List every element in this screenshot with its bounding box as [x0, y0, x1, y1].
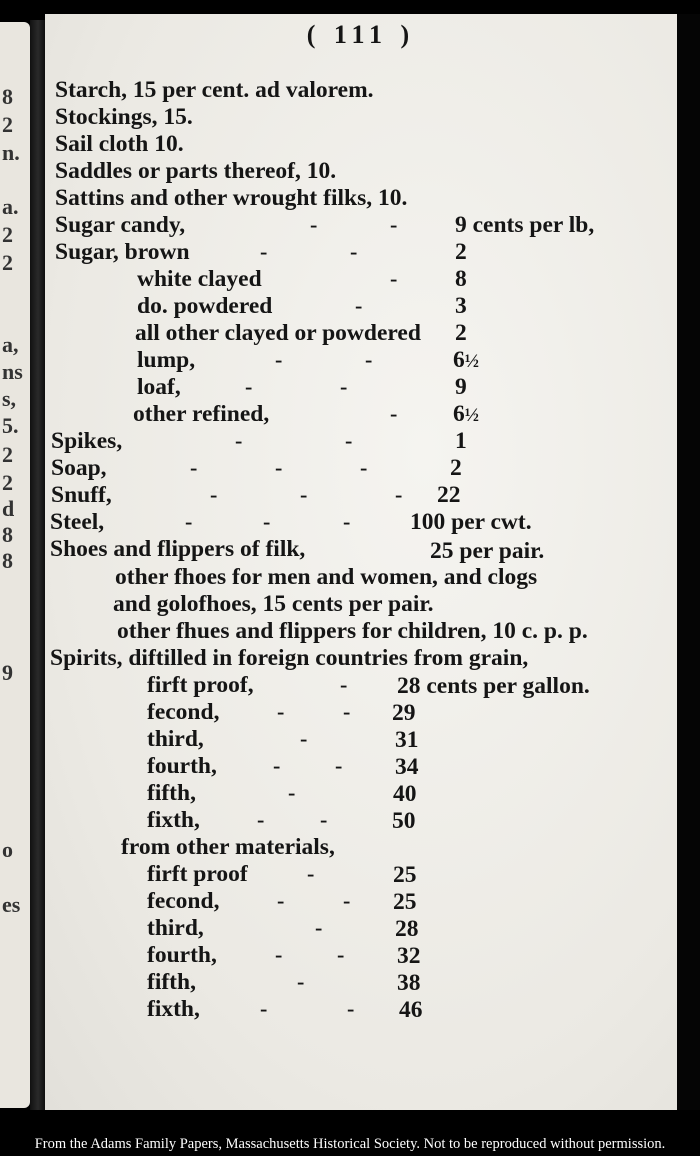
- entry-spirits-first-proof: firft proof,: [147, 672, 254, 698]
- rate-lump: [453, 349, 479, 373]
- rate-om-third: 28: [395, 916, 419, 942]
- entry-spirits-second: fecond,: [147, 699, 220, 725]
- entry-om-first-proof: firft proof: [147, 861, 248, 887]
- prev-page-fragment: s,: [2, 386, 17, 411]
- dash: -: [340, 672, 348, 697]
- dash: -: [275, 347, 283, 372]
- dash: -: [260, 996, 268, 1021]
- entry-spirits-third: third,: [147, 726, 204, 752]
- entry-all-other-sugar: all other clayed or powdered: [135, 320, 421, 346]
- dash: -: [185, 509, 193, 534]
- dash: -: [320, 807, 328, 832]
- rate-spirits-third: 31: [395, 727, 419, 753]
- dash: -: [235, 428, 243, 453]
- dash: -: [345, 428, 353, 453]
- rate-other-refined: [453, 403, 479, 427]
- rate-spirits-fourth: 34: [395, 754, 419, 780]
- dash: -: [355, 293, 363, 318]
- dash: -: [343, 699, 351, 724]
- entry-om-second: fecond,: [147, 888, 220, 914]
- book-gutter: [30, 20, 46, 1110]
- entry-spikes: Spikes,: [51, 428, 123, 454]
- prev-page-fragment: es: [2, 892, 21, 917]
- prev-page-fragment: n.: [2, 140, 20, 165]
- entry-sugar-brown: Sugar, brown: [55, 239, 190, 265]
- rate-spirits-fifth: 40: [393, 781, 417, 807]
- dash: -: [260, 239, 268, 264]
- prev-page-fragment: 2: [2, 442, 13, 467]
- dash: -: [343, 888, 351, 913]
- prev-page-fragment: a.: [2, 194, 19, 219]
- rate-om-fifth: 38: [397, 970, 421, 996]
- prev-page-fragment: 9: [2, 660, 13, 685]
- rate-steel: 100 per cwt.: [410, 509, 532, 535]
- dash: -: [335, 753, 343, 778]
- prev-page-fragment: 2: [2, 470, 13, 495]
- entry-other-shoes-line1: other fhoes for men and women, and clogs: [115, 564, 538, 590]
- entry-stockings: Stockings, 15.: [55, 104, 193, 130]
- dash: -: [390, 212, 398, 237]
- rate-om-first-proof: 25: [393, 862, 417, 888]
- entry-lump: lump,: [137, 347, 196, 373]
- entry-om-fourth: fourth,: [147, 942, 217, 968]
- dash: -: [190, 455, 198, 480]
- entry-soap: Soap,: [51, 455, 107, 481]
- dash: -: [245, 374, 253, 399]
- dash: -: [395, 482, 403, 507]
- previous-page-edge: [0, 22, 30, 1108]
- dash: -: [307, 861, 315, 886]
- copyright-footer: From the Adams Family Papers, Massachusetts Historical Society. Not to be reproduced without permission.: [34, 1136, 666, 1152]
- dash: -: [273, 753, 281, 778]
- prev-page-fragment: 8: [2, 84, 13, 109]
- rate-spikes: 1: [455, 428, 467, 454]
- dash: -: [275, 455, 283, 480]
- rate-spirits-sixth: 50: [392, 808, 416, 834]
- entry-starch: Starch, 15 per cent. ad valorem.: [55, 77, 374, 103]
- rate-all-other-sugar: 2: [455, 320, 467, 346]
- dash: -: [300, 726, 308, 751]
- entry-do-powdered: do. powdered: [137, 293, 273, 319]
- entry-other-refined: other refined,: [133, 401, 270, 427]
- entry-om-third: third,: [147, 915, 204, 941]
- right-page-edge: [677, 14, 700, 1110]
- dash: -: [210, 482, 218, 507]
- prev-page-fragment: 2: [2, 250, 13, 275]
- dash: -: [257, 807, 265, 832]
- page-number: ( 111 ): [306, 20, 416, 49]
- dash: -: [297, 969, 305, 994]
- dash: -: [365, 347, 373, 372]
- prev-page-fragment: o: [2, 837, 13, 862]
- entry-om-sixth: fixth,: [147, 996, 200, 1022]
- dash: -: [340, 374, 348, 399]
- half-fraction: ½: [464, 351, 479, 372]
- dash: -: [390, 401, 398, 426]
- prev-page-fragment: a,: [2, 332, 19, 357]
- rate-om-fourth: 32: [397, 943, 421, 969]
- entry-white-clayed: white clayed: [137, 266, 262, 292]
- rate-soap: 2: [450, 455, 462, 481]
- entry-sugar-candy: Sugar candy,: [55, 212, 186, 238]
- rate-do-powdered: 3: [455, 293, 467, 319]
- dash: -: [275, 942, 283, 967]
- dash: -: [350, 239, 358, 264]
- prev-page-fragment: 2: [2, 112, 13, 137]
- prev-page-fragment: 8: [2, 548, 13, 573]
- dash: -: [277, 699, 285, 724]
- prev-page-fragment: 5.: [2, 413, 19, 438]
- prev-page-fragment: ns: [2, 359, 23, 384]
- rate-loaf: 9: [455, 374, 467, 400]
- entry-steel: Steel,: [50, 509, 105, 535]
- rate-snuff: 22: [437, 482, 461, 508]
- prev-page-fragment: 2: [2, 222, 13, 247]
- half-fraction: ½: [464, 405, 479, 426]
- entry-other-shoes-line2: and golofhoes, 15 cents per pair.: [113, 591, 434, 617]
- dash: -: [277, 888, 285, 913]
- rate-shoes-silk: 25 per pair.: [430, 538, 545, 564]
- entry-other-materials: from other materials,: [121, 834, 335, 860]
- rate-sugar-candy: 9 cents per lb,: [455, 212, 595, 238]
- rate-om-sixth: 46: [399, 997, 423, 1023]
- rate-white-clayed: 8: [455, 266, 467, 292]
- entry-spirits-sixth: fixth,: [147, 807, 200, 833]
- rate-spirits-first-proof: 28 cents per gallon.: [397, 673, 590, 699]
- dash: -: [360, 455, 368, 480]
- entry-sail-cloth: Sail cloth 10.: [55, 131, 184, 157]
- dash: -: [263, 509, 271, 534]
- rate-sugar-brown: 2: [455, 239, 467, 265]
- rate-spirits-second: 29: [392, 700, 416, 726]
- rate-om-second: 25: [393, 889, 417, 915]
- dash: -: [310, 212, 318, 237]
- prev-page-fragment: 8: [2, 522, 13, 547]
- rate-lump-whole: 6: [453, 347, 465, 373]
- dash: -: [343, 509, 351, 534]
- entry-sattins: Sattins and other wrought filks, 10.: [55, 185, 408, 211]
- entry-shoes-silk: Shoes and flippers of filk,: [50, 536, 306, 562]
- entry-spirits-fifth: fifth,: [147, 780, 196, 806]
- dash: -: [300, 482, 308, 507]
- dash: -: [390, 266, 398, 291]
- entry-spirits: Spirits, diftilled in foreign countries from grain,: [50, 645, 529, 671]
- rate-other-refined-whole: 6: [453, 401, 465, 427]
- entry-saddles: Saddles or parts thereof, 10.: [55, 158, 337, 184]
- dash: -: [337, 942, 345, 967]
- dash: -: [347, 996, 355, 1021]
- document-page: [45, 14, 677, 1110]
- entry-om-fifth: fifth,: [147, 969, 196, 995]
- entry-other-shoes-children: other fhues and flippers for children, 10 c. p. p.: [117, 618, 588, 644]
- entry-spirits-fourth: fourth,: [147, 753, 217, 779]
- entry-loaf: loaf,: [137, 374, 181, 400]
- dash: -: [288, 780, 296, 805]
- prev-page-fragment: d: [2, 496, 15, 521]
- dash: -: [315, 915, 323, 940]
- entry-snuff: Snuff,: [51, 482, 112, 508]
